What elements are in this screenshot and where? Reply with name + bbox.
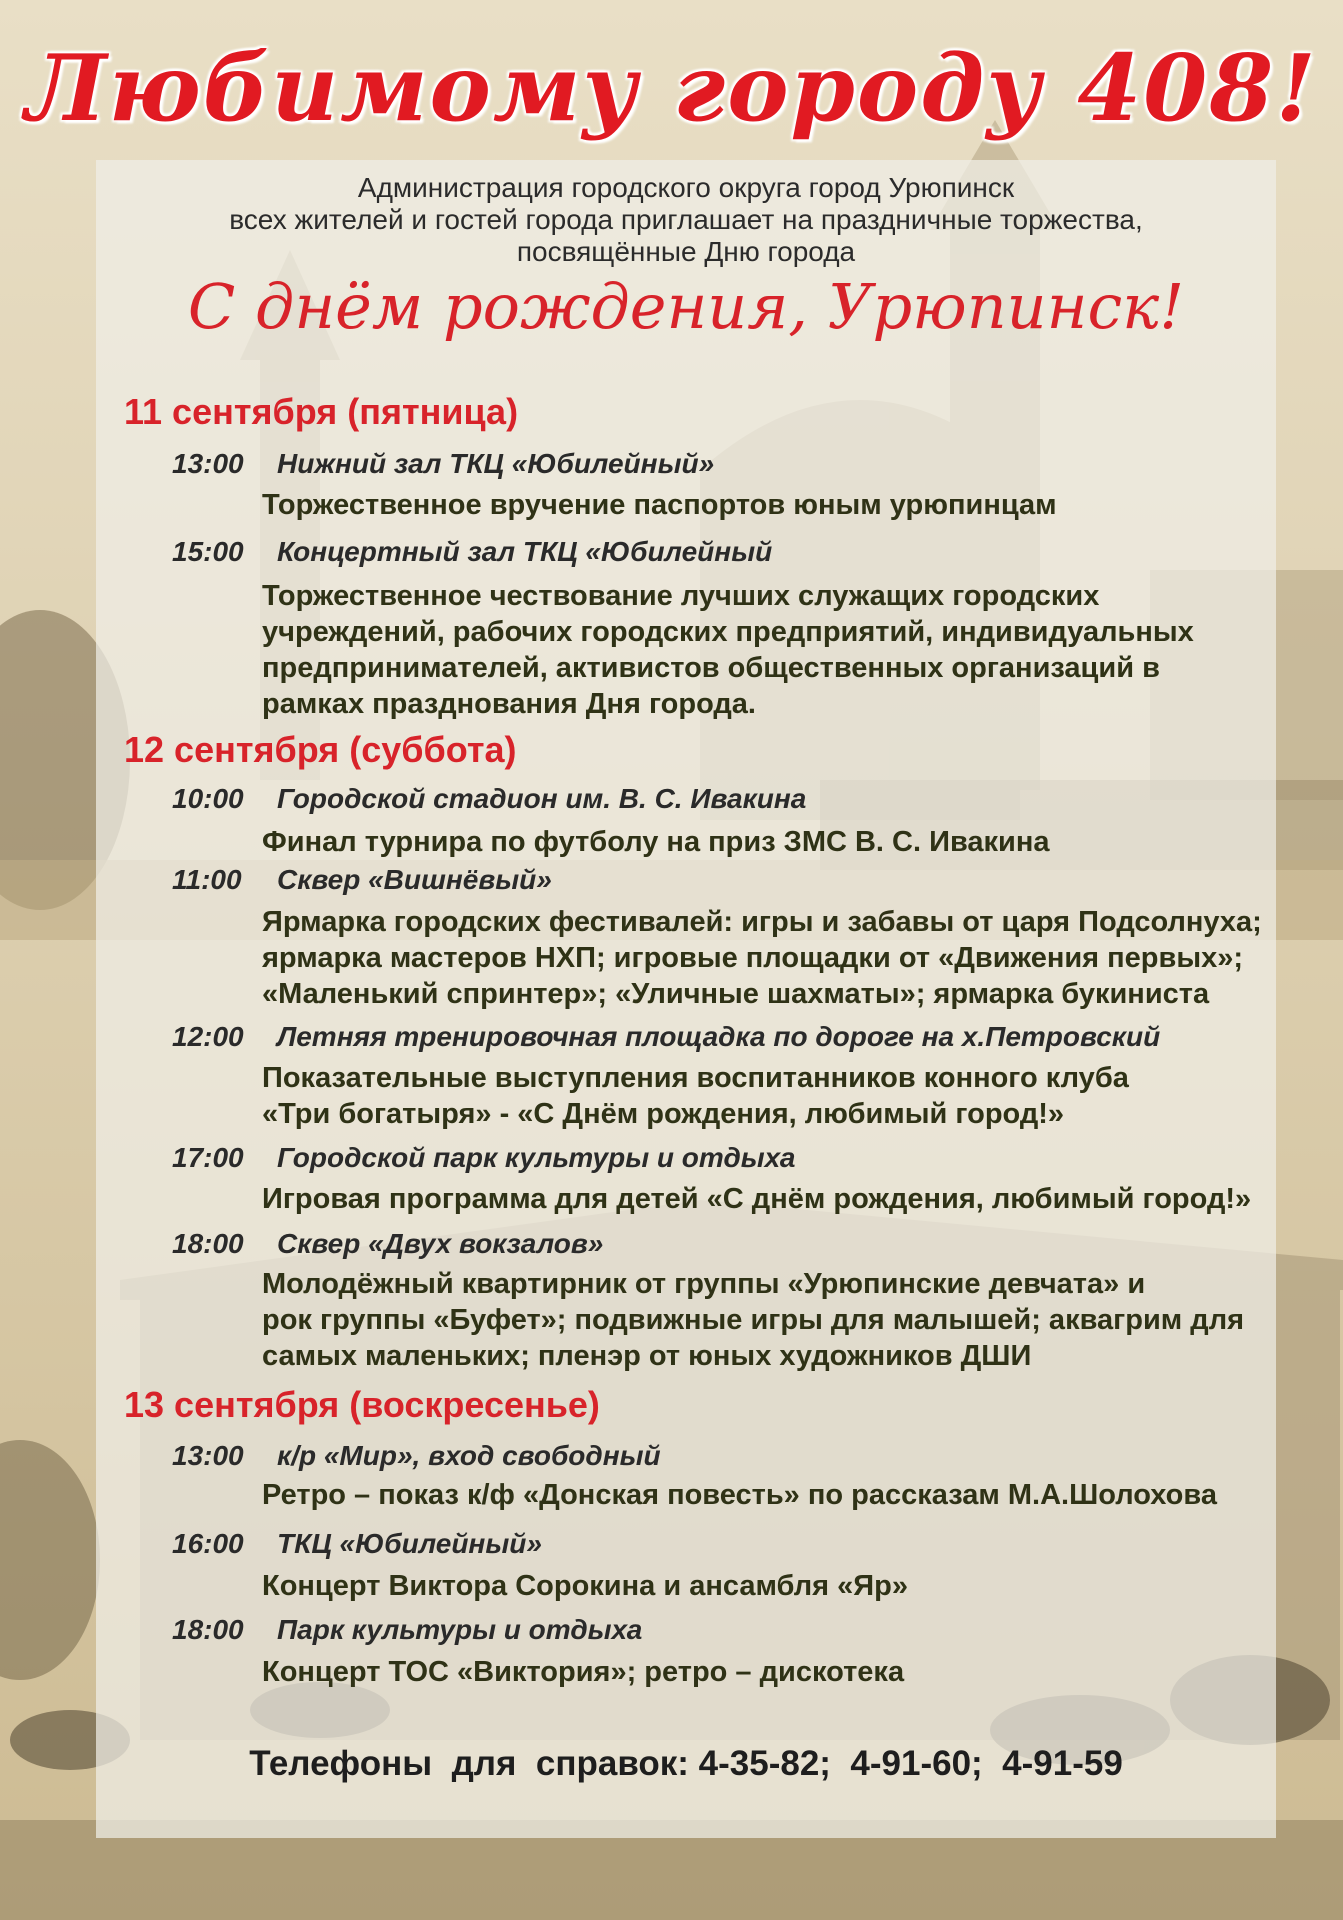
event-time: 18:00 bbox=[172, 1614, 244, 1645]
event-time: 13:00 bbox=[172, 448, 244, 479]
event-time: 16:00 bbox=[172, 1528, 244, 1559]
event-description bbox=[262, 1266, 1272, 1374]
event-place: Парк культуры и отдыха bbox=[277, 1614, 643, 1645]
description-line: рок группы «Буфет»; подвижные игры для малышей; аквагрим для bbox=[262, 1304, 1245, 1336]
description-line: Игровая программа для детей «С днём рождения, любимый город!» bbox=[262, 1183, 1252, 1215]
event-time: 15:00 bbox=[172, 536, 244, 567]
description-line: Ярмарка городских фестивалей: игры и забавы от царя Подсолнуха; bbox=[262, 906, 1262, 938]
event-place: Городской парк культуры и отдыха bbox=[277, 1142, 796, 1173]
day-heading-sep-13: 13 сентября (воскресенье) bbox=[124, 1384, 600, 1425]
description-line: «Три богатыря» - «С Днём рождения, любимый город!» bbox=[262, 1098, 1065, 1130]
event-place: Нижний зал ТКЦ «Юбилейный» bbox=[277, 448, 715, 479]
event-time: 10:00 bbox=[172, 783, 244, 814]
greeting-script: С днём рождения, Урюпинск! bbox=[187, 270, 1185, 343]
description-line: Концерт Виктора Сорокина и ансамбля «Яр» bbox=[262, 1570, 908, 1602]
description-line: «Маленький спринтер»; «Уличные шахматы»; ярмарка букиниста bbox=[262, 978, 1210, 1010]
description-line: Молодёжный квартирник от группы «Урюпинские девчата» и bbox=[262, 1268, 1146, 1300]
description-line: рамках празднования Дня города. bbox=[262, 688, 756, 720]
intro-line: Администрация городского округа город Урюпинск bbox=[357, 172, 1015, 203]
event-description bbox=[262, 1181, 1272, 1217]
description-line: учреждений, рабочих городских предприятий, индивидуальных bbox=[262, 616, 1194, 648]
event-description bbox=[262, 1654, 1272, 1690]
event-place: Городской стадион им. В. С. Ивакина bbox=[277, 783, 807, 814]
event-time: 18:00 bbox=[172, 1228, 244, 1259]
day-heading-sep-11: 11 сентября (пятница) bbox=[124, 391, 519, 432]
description-line: Ретро – показ к/ф «Донская повесть» по рассказам М.А.Шолохова bbox=[262, 1479, 1217, 1511]
event-description bbox=[262, 1477, 1272, 1513]
event-time: 13:00 bbox=[172, 1440, 244, 1471]
event-description bbox=[262, 578, 1272, 722]
invitation-text bbox=[96, 172, 1276, 268]
event-time: 17:00 bbox=[172, 1142, 244, 1173]
description-line: Показательные выступления воспитанников конного клуба bbox=[262, 1062, 1129, 1094]
event-description bbox=[262, 1568, 1272, 1604]
event-place: Сквер «Вишнёвый» bbox=[277, 864, 552, 895]
description-line: Торжественное чествование лучших служащих городских bbox=[262, 580, 1100, 612]
phone-numbers: Телефоны для справок: 4-35-82; 4-91-60; 4-91-59 bbox=[249, 1744, 1123, 1783]
description-line: Финал турнира по футболу на приз ЗМС В. С. Ивакина bbox=[262, 826, 1050, 858]
event-place: ТКЦ «Юбилейный» bbox=[277, 1528, 542, 1559]
description-line: самых маленьких; пленэр от юных художников ДШИ bbox=[262, 1340, 1032, 1372]
event-description bbox=[262, 824, 1272, 860]
intro-line: всех жителей и гостей города приглашает на праздничные торжества, bbox=[229, 204, 1143, 235]
event-place: Летняя тренировочная площадка по дороге на х.Петровский bbox=[277, 1021, 1161, 1052]
event-description bbox=[262, 487, 1272, 523]
event-place: к/р «Мир», вход свободный bbox=[277, 1440, 661, 1471]
poster-title: Любимому городу 408! bbox=[25, 34, 1318, 142]
event-time: 12:00 bbox=[172, 1021, 244, 1052]
description-line: предпринимателей, активистов общественных организаций в bbox=[262, 652, 1160, 684]
event-time: 11:00 bbox=[172, 864, 242, 895]
event-description bbox=[262, 1060, 1272, 1132]
description-line: Торжественное вручение паспортов юным урюпинцам bbox=[262, 489, 1057, 521]
description-line: Концерт ТОС «Виктория»; ретро – дискотека bbox=[262, 1656, 905, 1688]
intro-line: посвящённые Дню города bbox=[516, 236, 856, 267]
event-place: Сквер «Двух вокзалов» bbox=[277, 1228, 604, 1259]
event-description bbox=[262, 904, 1272, 1012]
event-place: Концертный зал ТКЦ «Юбилейный bbox=[277, 536, 773, 567]
description-line: ярмарка мастеров НХП; игровые площадки от «Движения первых»; bbox=[262, 942, 1244, 974]
day-heading-sep-12: 12 сентября (суббота) bbox=[124, 729, 517, 770]
